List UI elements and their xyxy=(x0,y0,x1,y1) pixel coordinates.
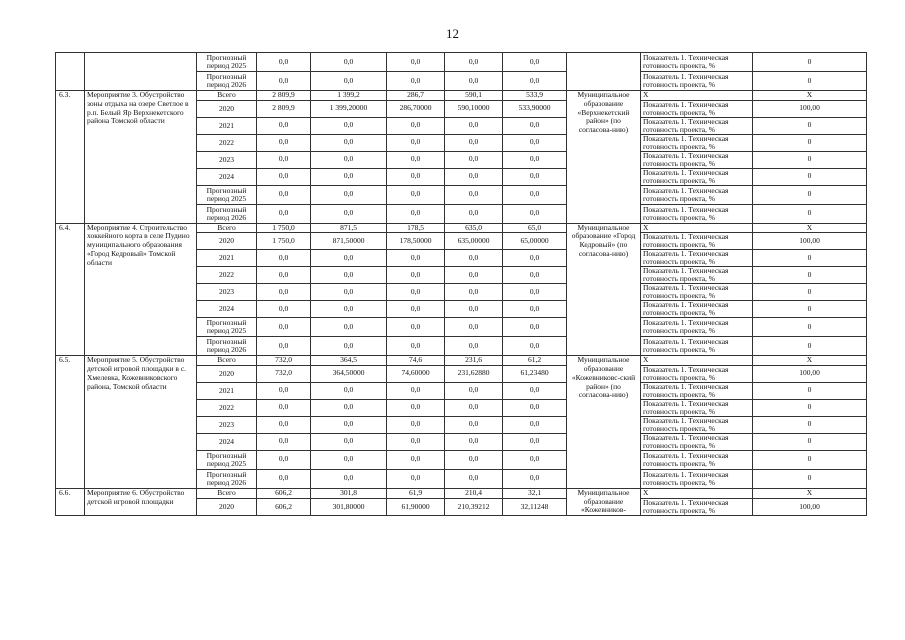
target-value-cell: 0 xyxy=(753,151,867,168)
amount-cell: 0,0 xyxy=(445,204,503,223)
amount-cell: 0,0 xyxy=(257,134,311,151)
year-cell: Прогнозный период 2026 xyxy=(197,72,257,91)
amount-cell: 0,0 xyxy=(387,337,445,356)
amount-cell: 0,0 xyxy=(445,53,503,72)
amount-cell: 0,0 xyxy=(503,117,567,134)
target-value-cell: 0 xyxy=(753,450,867,469)
executor-cell: Муниципальное образование «Кожевников- xyxy=(567,488,641,515)
amount-cell: 0,0 xyxy=(387,250,445,267)
amount-cell: 0,0 xyxy=(387,469,445,488)
activity-name: Мероприятие 4. Строительство хоккейного корта в селе Пудино муниципального образования «Город Кедровый» Томской области xyxy=(85,223,197,356)
amount-cell: 0,0 xyxy=(445,185,503,204)
amount-cell: 0,0 xyxy=(387,450,445,469)
amount-cell: 0,0 xyxy=(257,168,311,185)
year-cell: Прогнозный период 2025 xyxy=(197,185,257,204)
amount-cell: 0,0 xyxy=(311,416,387,433)
indicator-cell: Показатель 1. Техническая готовность проекта, % xyxy=(641,337,753,356)
amount-cell: 0,0 xyxy=(257,267,311,284)
target-value-cell: X xyxy=(753,91,867,101)
indicator-cell: Показатель 1. Техническая готовность проекта, % xyxy=(641,382,753,399)
indicator-cell: Показатель 1. Техническая готовность проекта, % xyxy=(641,267,753,284)
year-cell: 2022 xyxy=(197,399,257,416)
indicator-cell: Показатель 1. Техническая готовность проекта, % xyxy=(641,450,753,469)
activity-number: 6.3. xyxy=(56,91,85,224)
amount-cell: 0,0 xyxy=(311,284,387,301)
amount-cell: 0,0 xyxy=(445,151,503,168)
amount-cell: 65,00000 xyxy=(503,233,567,250)
amount-cell: 0,0 xyxy=(257,469,311,488)
activity-number: 6.5. xyxy=(56,356,85,489)
indicator-cell: Показатель 1. Техническая готовность проекта, % xyxy=(641,151,753,168)
year-cell: 2020 xyxy=(197,233,257,250)
amount-cell: 0,0 xyxy=(311,399,387,416)
amount-cell: 32,11248 xyxy=(503,498,567,516)
executor-cell: Муниципальное образование «Кожевниковс-ский район» (по согласова-нию) xyxy=(567,356,641,489)
table-row xyxy=(56,223,867,233)
target-value-cell: 0 xyxy=(753,204,867,223)
amount-cell: 732,0 xyxy=(257,356,311,366)
indicator-cell: Показатель 1. Техническая готовность проекта, % xyxy=(641,284,753,301)
indicator-cell: Показатель 1. Техническая готовность проекта, % xyxy=(641,469,753,488)
amount-cell: 0,0 xyxy=(445,267,503,284)
amount-cell: 0,0 xyxy=(503,318,567,337)
target-value-cell: 100,00 xyxy=(753,233,867,250)
year-cell: 2023 xyxy=(197,284,257,301)
amount-cell: 0,0 xyxy=(445,469,503,488)
amount-cell: 231,62880 xyxy=(445,365,503,382)
amount-cell: 0,0 xyxy=(503,433,567,450)
amount-cell: 32,1 xyxy=(503,488,567,498)
amount-cell: 0,0 xyxy=(257,382,311,399)
amount-cell: 210,4 xyxy=(445,488,503,498)
amount-cell: 635,0 xyxy=(445,223,503,233)
target-value-cell: 100,00 xyxy=(753,498,867,516)
year-cell: Всего xyxy=(197,356,257,366)
year-cell: 2024 xyxy=(197,433,257,450)
year-cell: 2021 xyxy=(197,250,257,267)
year-cell: 2020 xyxy=(197,100,257,117)
amount-cell: 178,50000 xyxy=(387,233,445,250)
amount-cell: 65,0 xyxy=(503,223,567,233)
amount-cell: 0,0 xyxy=(311,250,387,267)
indicator-cell: Показатель 1. Техническая готовность проекта, % xyxy=(641,399,753,416)
amount-cell: 606,2 xyxy=(257,498,311,516)
amount-cell: 0,0 xyxy=(311,450,387,469)
target-value-cell: 0 xyxy=(753,399,867,416)
amount-cell: 0,0 xyxy=(311,301,387,318)
amount-cell: 0,0 xyxy=(311,117,387,134)
amount-cell: 0,0 xyxy=(503,204,567,223)
amount-cell: 0,0 xyxy=(257,151,311,168)
indicator-cell: Показатель 1. Техническая готовность проекта, % xyxy=(641,416,753,433)
target-value-cell: 0 xyxy=(753,134,867,151)
table-row xyxy=(56,488,867,498)
amount-cell: 0,0 xyxy=(311,185,387,204)
amount-cell: 0,0 xyxy=(445,416,503,433)
target-value-cell: 0 xyxy=(753,469,867,488)
amount-cell: 0,0 xyxy=(445,433,503,450)
amount-cell: 231,6 xyxy=(445,356,503,366)
amount-cell: 0,0 xyxy=(257,337,311,356)
amount-cell: 533,9 xyxy=(503,91,567,101)
amount-cell: 61,9 xyxy=(387,488,445,498)
amount-cell: 0,0 xyxy=(257,72,311,91)
amount-cell: 0,0 xyxy=(445,318,503,337)
program-table xyxy=(55,52,867,516)
amount-cell: 0,0 xyxy=(503,416,567,433)
amount-cell: 0,0 xyxy=(445,117,503,134)
amount-cell: 0,0 xyxy=(445,284,503,301)
amount-cell: 0,0 xyxy=(387,284,445,301)
target-value-cell: 0 xyxy=(753,267,867,284)
activity-name: Мероприятие 6. Обустройство детской игровой площадки xyxy=(85,488,197,515)
target-value-cell: 100,00 xyxy=(753,100,867,117)
target-value-cell: 0 xyxy=(753,284,867,301)
indicator-cell: Показатель 1. Техническая готовность проекта, % xyxy=(641,233,753,250)
amount-cell: 0,0 xyxy=(387,318,445,337)
amount-cell: 0,0 xyxy=(311,318,387,337)
name-cell xyxy=(85,53,197,91)
amount-cell: 0,0 xyxy=(387,301,445,318)
amount-cell: 0,0 xyxy=(257,250,311,267)
year-cell: 2021 xyxy=(197,382,257,399)
amount-cell: 0,0 xyxy=(445,250,503,267)
amount-cell: 364,50000 xyxy=(311,365,387,382)
amount-cell: 0,0 xyxy=(503,337,567,356)
amount-cell: 0,0 xyxy=(311,382,387,399)
amount-cell: 871,50000 xyxy=(311,233,387,250)
target-value-cell: 0 xyxy=(753,318,867,337)
indicator-cell: Показатель 1. Техническая готовность проекта, % xyxy=(641,433,753,450)
amount-cell: 0,0 xyxy=(257,301,311,318)
amount-cell: 0,0 xyxy=(311,53,387,72)
amount-cell: 0,0 xyxy=(387,382,445,399)
amount-cell: 61,2 xyxy=(503,356,567,366)
amount-cell: 301,8 xyxy=(311,488,387,498)
amount-cell: 0,0 xyxy=(311,433,387,450)
amount-cell: 2 809,9 xyxy=(257,91,311,101)
year-cell: 2024 xyxy=(197,301,257,318)
target-value-cell: 0 xyxy=(753,250,867,267)
amount-cell: 1 399,2 xyxy=(311,91,387,101)
amount-cell: 0,0 xyxy=(311,469,387,488)
amount-cell: 590,10000 xyxy=(445,100,503,117)
target-value-cell: 0 xyxy=(753,117,867,134)
activity-number: 6.4. xyxy=(56,223,85,356)
year-cell: Прогнозный период 2026 xyxy=(197,337,257,356)
amount-cell: 1 750,0 xyxy=(257,233,311,250)
amount-cell: 0,0 xyxy=(387,151,445,168)
amount-cell: 286,7 xyxy=(387,91,445,101)
amount-cell: 0,0 xyxy=(311,151,387,168)
amount-cell: 0,0 xyxy=(387,72,445,91)
amount-cell: 0,0 xyxy=(503,151,567,168)
amount-cell: 0,0 xyxy=(503,301,567,318)
amount-cell: 0,0 xyxy=(445,72,503,91)
amount-cell: 0,0 xyxy=(503,469,567,488)
year-cell: 2022 xyxy=(197,267,257,284)
amount-cell: 0,0 xyxy=(445,399,503,416)
indicator-cell: Показатель 1. Техническая готовность проекта, % xyxy=(641,168,753,185)
amount-cell: 0,0 xyxy=(311,72,387,91)
year-cell: Прогнозный период 2026 xyxy=(197,204,257,223)
amount-cell: 0,0 xyxy=(387,267,445,284)
amount-cell: 606,2 xyxy=(257,488,311,498)
amount-cell: 301,80000 xyxy=(311,498,387,516)
target-value-cell: 0 xyxy=(753,301,867,318)
target-value-cell: 0 xyxy=(753,337,867,356)
amount-cell: 0,0 xyxy=(387,416,445,433)
indicator-cell: X xyxy=(641,91,753,101)
year-cell: Прогнозный период 2026 xyxy=(197,469,257,488)
year-cell: 2023 xyxy=(197,151,257,168)
amount-cell: 0,0 xyxy=(503,185,567,204)
target-value-cell: 0 xyxy=(753,382,867,399)
amount-cell: 0,0 xyxy=(311,134,387,151)
amount-cell: 1 750,0 xyxy=(257,223,311,233)
year-cell: Прогнозный период 2025 xyxy=(197,53,257,72)
amount-cell: 0,0 xyxy=(503,72,567,91)
amount-cell: 0,0 xyxy=(311,267,387,284)
amount-cell: 0,0 xyxy=(445,450,503,469)
year-cell: 2020 xyxy=(197,365,257,382)
amount-cell: 0,0 xyxy=(257,416,311,433)
indicator-cell: Показатель 1. Техническая готовность проекта, % xyxy=(641,318,753,337)
amount-cell: 0,0 xyxy=(311,204,387,223)
year-cell: 2024 xyxy=(197,168,257,185)
amount-cell: 0,0 xyxy=(257,399,311,416)
amount-cell: 1 399,20000 xyxy=(311,100,387,117)
indicator-cell: Показатель 1. Техническая готовность проекта, % xyxy=(641,250,753,267)
amount-cell: 0,0 xyxy=(257,433,311,450)
table-row xyxy=(56,53,867,72)
target-value-cell: X xyxy=(753,488,867,498)
executor-cell: Муниципальное образование «Верхнекетский район» (по согласова-нию) xyxy=(567,91,641,224)
indicator-cell: Показатель 1. Техническая готовность проекта, % xyxy=(641,301,753,318)
amount-cell: 0,0 xyxy=(311,168,387,185)
amount-cell: 61,90000 xyxy=(387,498,445,516)
number-cell xyxy=(56,53,85,91)
table-body xyxy=(56,53,867,516)
year-cell: 2023 xyxy=(197,416,257,433)
amount-cell: 0,0 xyxy=(503,399,567,416)
amount-cell: 0,0 xyxy=(311,337,387,356)
target-value-cell: X xyxy=(753,356,867,366)
amount-cell: 0,0 xyxy=(257,204,311,223)
amount-cell: 0,0 xyxy=(445,382,503,399)
target-value-cell: 0 xyxy=(753,168,867,185)
amount-cell: 0,0 xyxy=(387,204,445,223)
amount-cell: 0,0 xyxy=(503,168,567,185)
amount-cell: 732,0 xyxy=(257,365,311,382)
amount-cell: 0,0 xyxy=(445,168,503,185)
target-value-cell: 0 xyxy=(753,416,867,433)
year-cell: Всего xyxy=(197,488,257,498)
amount-cell: 364,5 xyxy=(311,356,387,366)
amount-cell: 590,1 xyxy=(445,91,503,101)
amount-cell: 0,0 xyxy=(257,185,311,204)
amount-cell: 0,0 xyxy=(503,53,567,72)
amount-cell: 0,0 xyxy=(503,250,567,267)
indicator-cell: Показатель 1. Техническая готовность проекта, % xyxy=(641,53,753,72)
year-cell: 2020 xyxy=(197,498,257,516)
target-value-cell: X xyxy=(753,223,867,233)
amount-cell: 0,0 xyxy=(503,284,567,301)
amount-cell: 0,0 xyxy=(445,337,503,356)
amount-cell: 0,0 xyxy=(387,117,445,134)
executor-cell: Муниципальное образование «Город Кедровый» (по согласова-нию) xyxy=(567,223,641,356)
amount-cell: 61,23480 xyxy=(503,365,567,382)
target-value-cell: 100,00 xyxy=(753,365,867,382)
indicator-cell: Показатель 1. Техническая готовность проекта, % xyxy=(641,134,753,151)
indicator-cell: Показатель 1. Техническая готовность проекта, % xyxy=(641,185,753,204)
amount-cell: 2 809,9 xyxy=(257,100,311,117)
amount-cell: 0,0 xyxy=(503,267,567,284)
amount-cell: 533,90000 xyxy=(503,100,567,117)
indicator-cell: Показатель 1. Техническая готовность проекта, % xyxy=(641,498,753,516)
amount-cell: 0,0 xyxy=(387,185,445,204)
executor-cell xyxy=(567,53,641,91)
amount-cell: 0,0 xyxy=(445,134,503,151)
amount-cell: 0,0 xyxy=(257,117,311,134)
indicator-cell: Показатель 1. Техническая готовность проекта, % xyxy=(641,72,753,91)
amount-cell: 0,0 xyxy=(445,301,503,318)
amount-cell: 635,00000 xyxy=(445,233,503,250)
activity-name: Мероприятие 3. Обустройство зоны отдыха на озере Светлое в р.п. Белый Яр Верхнекетского района Томской области xyxy=(85,91,197,224)
indicator-cell: Показатель 1. Техническая готовность проекта, % xyxy=(641,365,753,382)
table-row xyxy=(56,91,867,101)
amount-cell: 0,0 xyxy=(257,318,311,337)
target-value-cell: 0 xyxy=(753,72,867,91)
amount-cell: 178,5 xyxy=(387,223,445,233)
activity-number: 6.6. xyxy=(56,488,85,515)
year-cell: Всего xyxy=(197,91,257,101)
year-cell: Прогнозный период 2025 xyxy=(197,450,257,469)
indicator-cell: X xyxy=(641,223,753,233)
year-cell: Всего xyxy=(197,223,257,233)
amount-cell: 0,0 xyxy=(257,284,311,301)
amount-cell: 0,0 xyxy=(257,450,311,469)
year-cell: 2021 xyxy=(197,117,257,134)
amount-cell: 0,0 xyxy=(387,433,445,450)
amount-cell: 74,60000 xyxy=(387,365,445,382)
amount-cell: 0,0 xyxy=(257,53,311,72)
indicator-cell: X xyxy=(641,488,753,498)
page-number: 12 xyxy=(446,26,459,41)
amount-cell: 210,39212 xyxy=(445,498,503,516)
indicator-cell: Показатель 1. Техническая готовность проекта, % xyxy=(641,117,753,134)
amount-cell: 0,0 xyxy=(387,53,445,72)
amount-cell: 0,0 xyxy=(387,134,445,151)
amount-cell: 0,0 xyxy=(503,382,567,399)
indicator-cell: X xyxy=(641,356,753,366)
amount-cell: 0,0 xyxy=(387,399,445,416)
amount-cell: 0,0 xyxy=(503,450,567,469)
amount-cell: 74,6 xyxy=(387,356,445,366)
year-cell: 2022 xyxy=(197,134,257,151)
amount-cell: 0,0 xyxy=(387,168,445,185)
target-value-cell: 0 xyxy=(753,433,867,450)
indicator-cell: Показатель 1. Техническая готовность проекта, % xyxy=(641,204,753,223)
indicator-cell: Показатель 1. Техническая готовность проекта, % xyxy=(641,100,753,117)
amount-cell: 0,0 xyxy=(503,134,567,151)
amount-cell: 871,5 xyxy=(311,223,387,233)
amount-cell: 286,70000 xyxy=(387,100,445,117)
table-row xyxy=(56,356,867,366)
year-cell: Прогнозный период 2025 xyxy=(197,318,257,337)
target-value-cell: 0 xyxy=(753,185,867,204)
target-value-cell: 0 xyxy=(753,53,867,72)
activity-name: Мероприятие 5. Обустройство детской игровой площадки в с. Хмелевка, Кожевниковского района, Томской области xyxy=(85,356,197,489)
